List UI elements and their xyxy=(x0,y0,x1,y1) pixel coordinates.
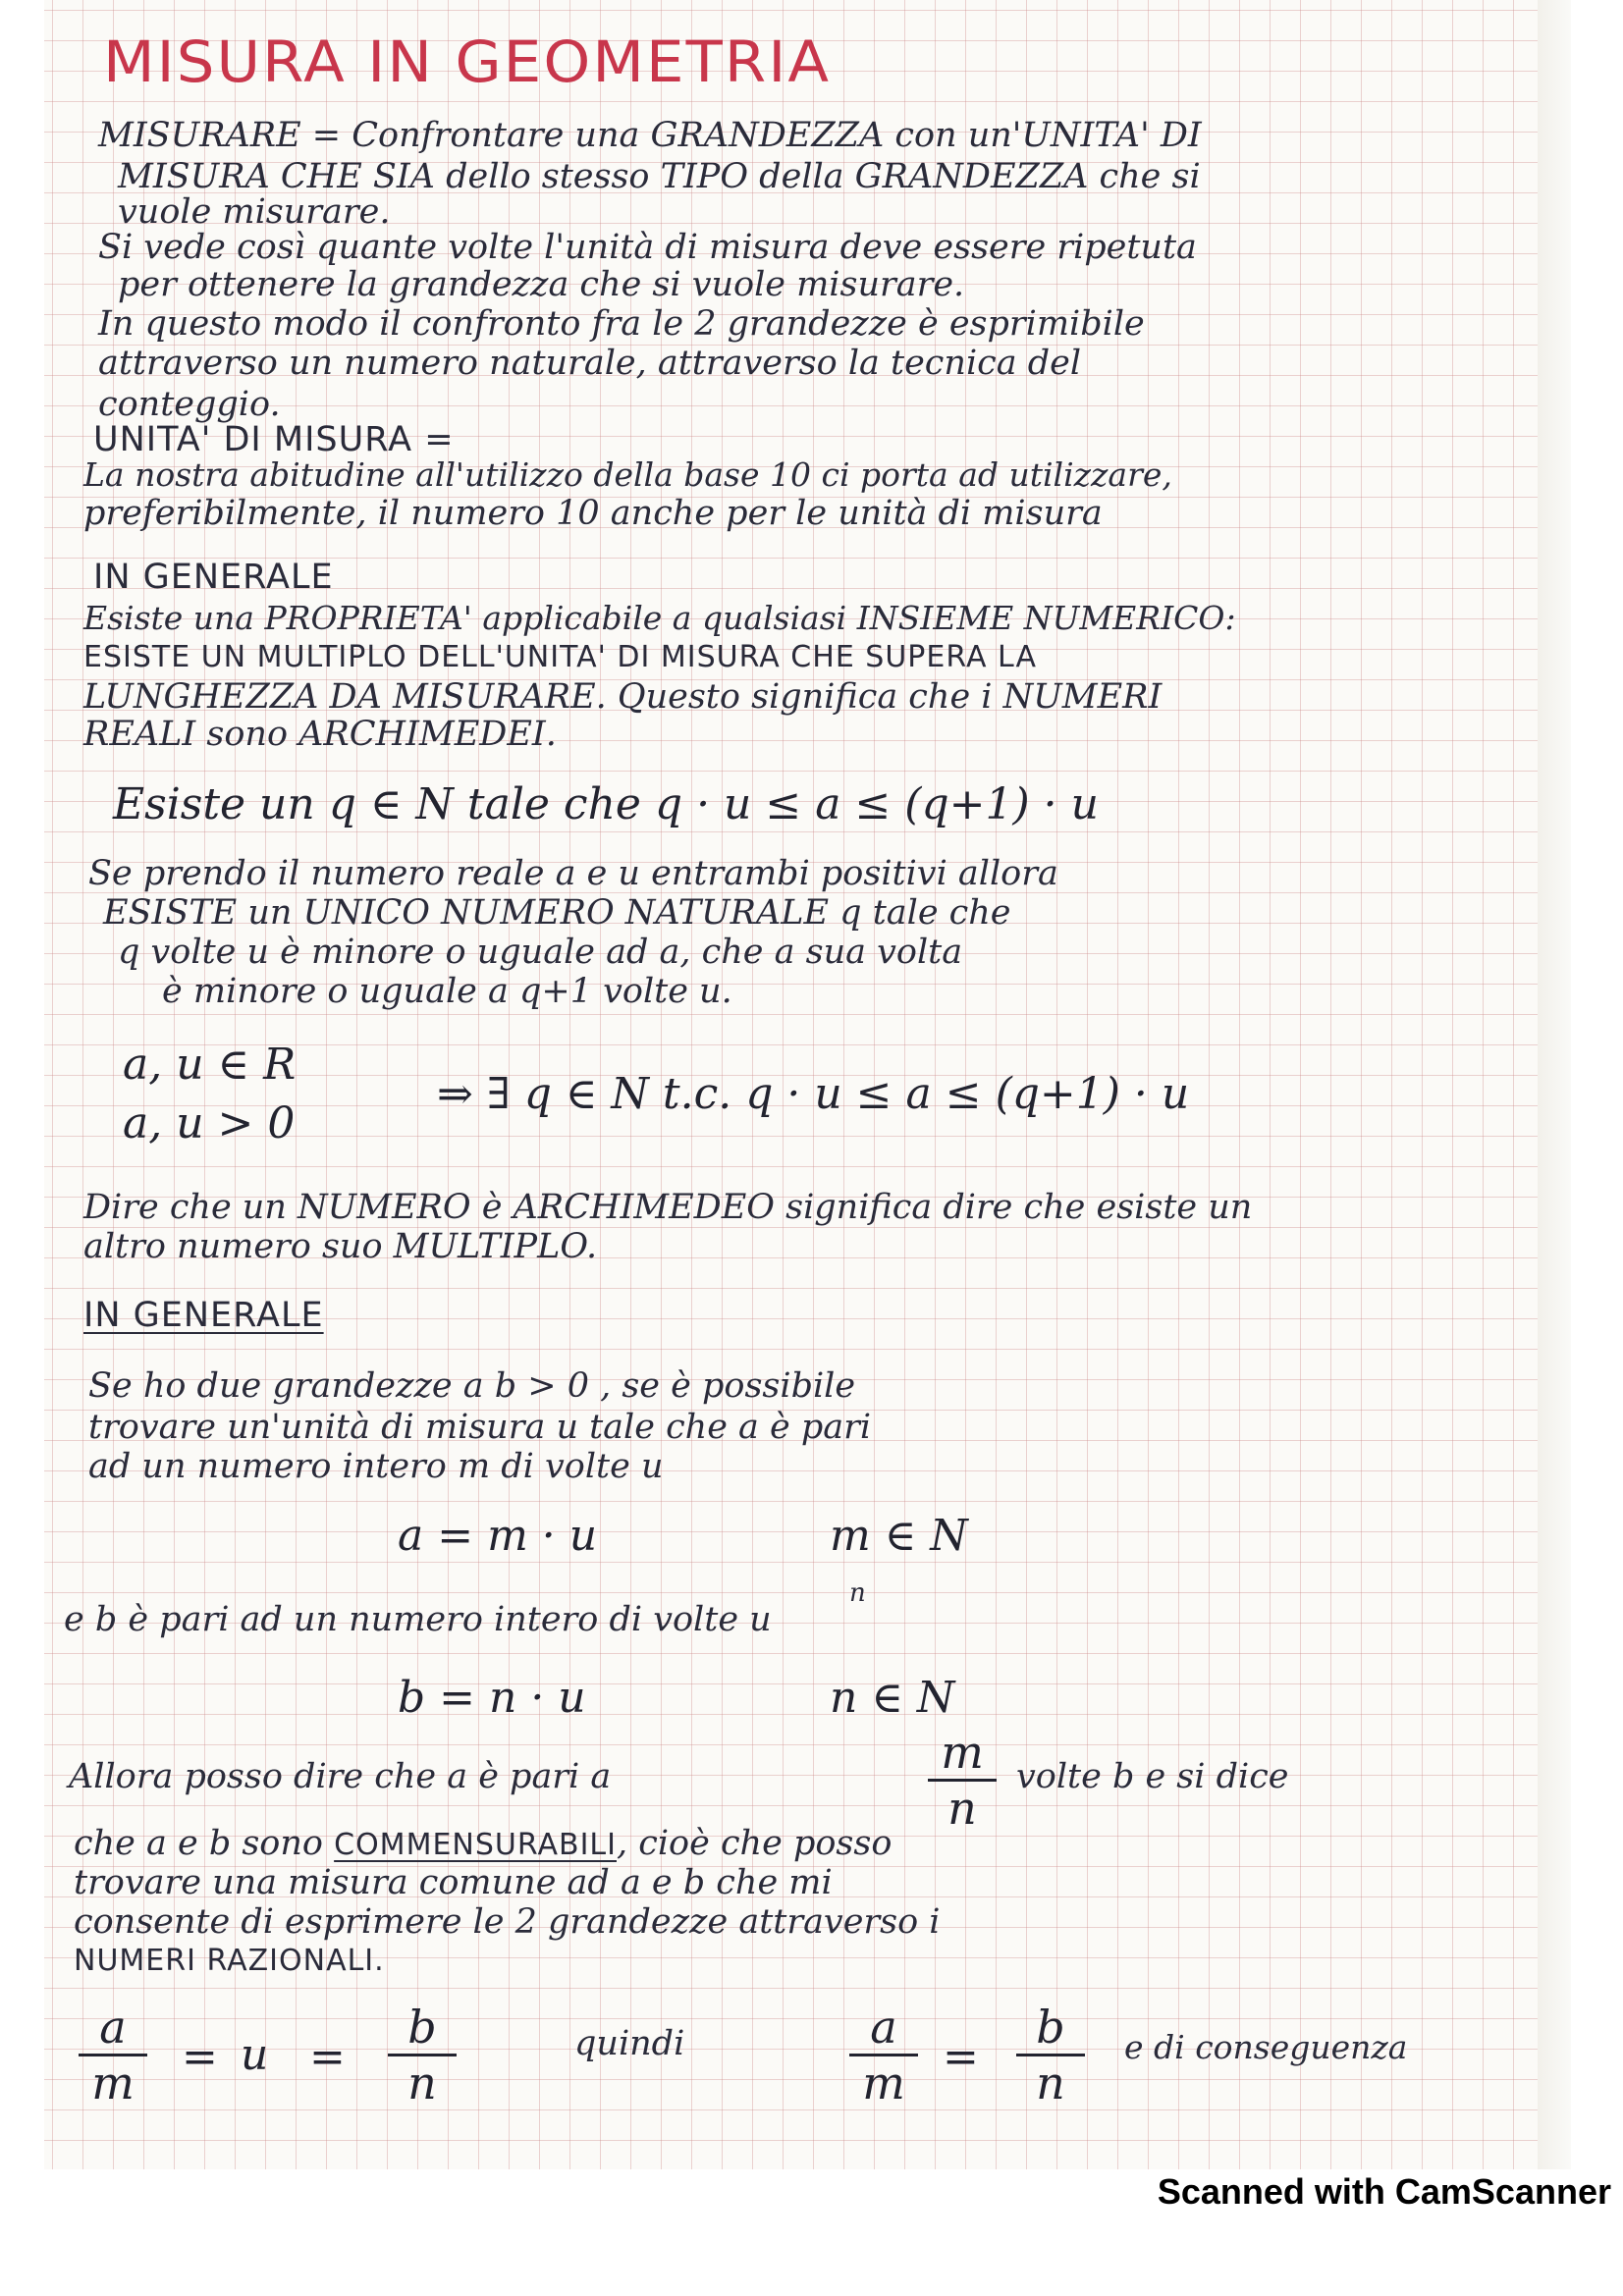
fraction-denominator: m xyxy=(91,2056,135,2109)
implication-formula: ⇒ ∃ q ∈ N t.c. q · u ≤ a ≤ (q+1) · u xyxy=(437,1069,1190,1119)
fraction-numerator: a xyxy=(870,2001,897,2054)
page-title: MISURA IN GEOMETRIA xyxy=(103,28,832,95)
text-line: Se ho due grandezze a b > 0 , se è possibile xyxy=(88,1366,856,1406)
text-line: consente di esprimere le 2 grandezze attraverso i xyxy=(74,1902,941,1942)
text-line: MISURA CHE SIA dello stesso TIPO della GRANDEZZA che si xyxy=(118,157,1201,196)
equals-sign: = xyxy=(182,2032,218,2082)
hypothesis-1: a, u ∈ R xyxy=(123,1040,297,1090)
keyword-commensurabili: COMMENSURABILI xyxy=(334,1828,617,1862)
text-line xyxy=(74,1824,892,1865)
text-line: La nostra abitudine all'utilizzo della base 10 ci porta ad utilizzare, xyxy=(83,455,1172,494)
quindi-word: quindi xyxy=(574,2024,685,2063)
text-line: Se prendo il numero reale a e u entrambi positivi allora xyxy=(88,854,1058,893)
text-line: preferibilmente, il numero 10 anche per le unità di misura xyxy=(83,494,1103,533)
equals-sign: = xyxy=(309,2032,346,2082)
equals-sign: = xyxy=(943,2032,979,2082)
fraction-numerator: b xyxy=(1036,2001,1065,2054)
text-line: attraverso un numero naturale, attraverso la tecnica del xyxy=(98,344,1082,383)
fraction-numerator: b xyxy=(407,2001,437,2054)
text-line: MISURARE = Confrontare una GRANDEZZA con un'UNITA' DI xyxy=(98,116,1202,155)
text-line: LUNGHEZZA DA MISURARE. Questo significa che i NUMERI xyxy=(83,677,1163,717)
text-line: conteggio. xyxy=(98,385,281,424)
text-line: ad un numero intero m di volte u xyxy=(88,1447,664,1486)
text-line: NUMERI RAZIONALI. xyxy=(74,1944,385,1978)
text-line: e di conseguenza xyxy=(1124,2028,1408,2066)
section-heading: IN GENERALE xyxy=(83,1296,324,1335)
section-heading: UNITA' DI MISURA = xyxy=(93,420,455,459)
fraction-numerator: a xyxy=(99,2001,127,2054)
fraction-denominator: n xyxy=(407,2056,437,2109)
text-line: e b è pari ad un numero intero di volte u xyxy=(64,1600,772,1639)
text-line: trovare un'unità di misura u tale che a è pari xyxy=(88,1408,872,1447)
fraction-a-over-m xyxy=(79,2002,147,2108)
text-line: REALI sono ARCHIMEDEI. xyxy=(83,715,557,754)
equation-b-set: n ∈ N xyxy=(830,1673,955,1723)
fraction-numerator: m xyxy=(941,1726,984,1779)
fraction-b-over-n-2 xyxy=(1016,2002,1085,2108)
text-line: è minore o uguale a q+1 volte u. xyxy=(162,972,732,1011)
text-line: Allora posso dire che a è pari a xyxy=(69,1757,612,1796)
fraction-denominator: n xyxy=(1036,2056,1065,2109)
equation-b: b = n · u xyxy=(398,1673,586,1723)
fraction-m-over-n xyxy=(928,1728,997,1833)
fraction-a-over-m-2 xyxy=(849,2002,918,2108)
section-heading: IN GENERALE xyxy=(93,558,334,597)
text-line: vuole misurare. xyxy=(118,192,391,232)
page-edge xyxy=(1538,0,1571,2169)
equation-a-set: m ∈ N xyxy=(830,1511,968,1561)
unit-u: u xyxy=(241,2030,269,2080)
text-line: ESISTE UN MULTIPLO DELL'UNITA' DI MISURA CHE SUPERA LA xyxy=(83,640,1037,674)
hypothesis-2: a, u > 0 xyxy=(123,1098,296,1148)
text-line: volte b e si dice xyxy=(1016,1757,1289,1796)
scanner-watermark: Scanned with CamScanner xyxy=(1157,2171,1611,2212)
text-line: Si vede così quante volte l'unità di misura deve essere ripetuta xyxy=(98,228,1197,267)
text-line: q volte u è minore o uguale ad a, che a sua volta xyxy=(118,933,963,972)
text-line: In questo modo il confronto fra le 2 grandezze è esprimibile xyxy=(98,304,1145,344)
text-line: Esiste una PROPRIETA' applicabile a qualsiasi INSIEME NUMERICO: xyxy=(83,599,1236,637)
text-post: , cioè che posso xyxy=(617,1824,893,1863)
text-line: per ottenere la grandezza che si vuole misurare. xyxy=(118,265,965,304)
fraction-b-over-n xyxy=(388,2002,457,2108)
fraction-denominator: n xyxy=(947,1782,977,1835)
text-line: trovare una misura comune ad a e b che mi xyxy=(74,1863,833,1902)
text-line: Dire che un NUMERO è ARCHIMEDEO significa dire che esiste un xyxy=(83,1188,1253,1227)
fraction-denominator: m xyxy=(862,2056,905,2109)
archimedean-formula: Esiste un q ∈ N tale che q · u ≤ a ≤ (q+1) · u xyxy=(113,779,1099,829)
equation-a: a = m · u xyxy=(398,1511,598,1561)
text-line: ESISTE un UNICO NUMERO NATURALE q tale che xyxy=(103,893,1011,933)
text-pre: che a e b sono xyxy=(74,1824,335,1863)
text-line: altro numero suo MULTIPLO. xyxy=(83,1227,598,1266)
superscript-n: n xyxy=(849,1578,866,1608)
notebook-page xyxy=(44,0,1571,2169)
